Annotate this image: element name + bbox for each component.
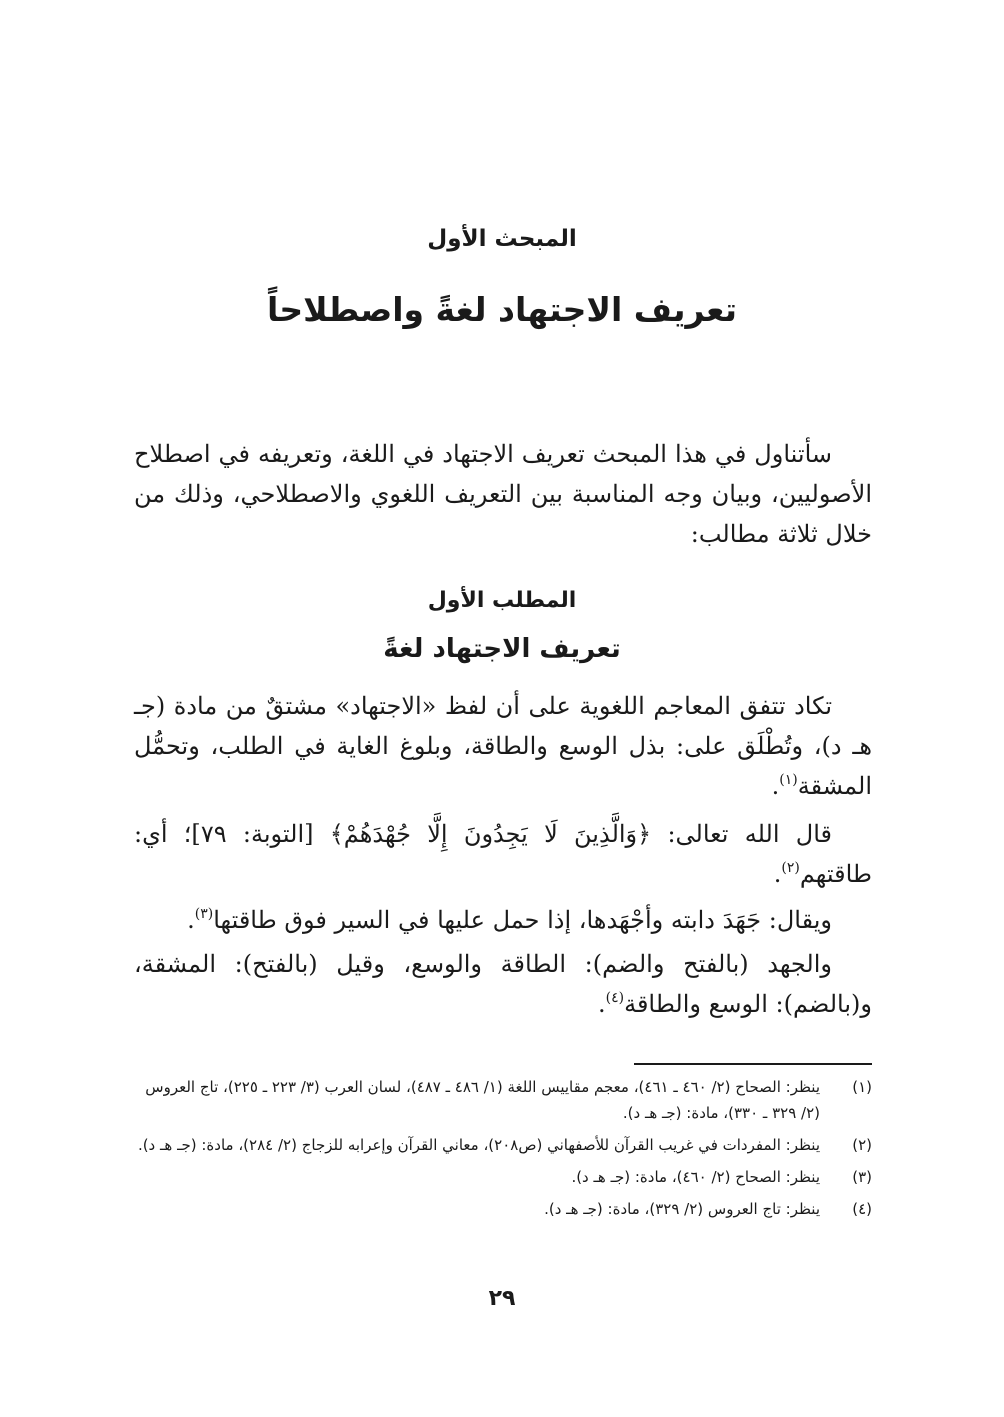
subsection-title: تعريف الاجتهاد لغةً	[383, 634, 621, 664]
sentence-end-4: .	[597, 990, 606, 1018]
section-label: المبحث الأول	[427, 226, 577, 252]
body-paragraph-2	[134, 814, 872, 894]
footnote-item	[132, 1132, 872, 1158]
sentence-end-1: .	[771, 772, 780, 800]
body-paragraph-4	[134, 944, 872, 1024]
body-text-4: والجهد (بالفتح والضم): الطاقة والوسع، وقيل (بالفتح): المشقة، و(بالضم): الوسع والطاقة	[134, 950, 872, 1018]
intro-text: سأتناول في هذا المبحث تعريف الاجتهاد في اللغة، وتعريفه في اصطلاح الأصوليين، وبيان وجه المناسبة بين التعريف اللغوي والاصطلاحي، وذلك من خلال ثلاثة مطالب:	[134, 440, 872, 548]
footnote-item	[132, 1196, 872, 1222]
section-title: تعريف الاجتهاد لغةً واصطلاحاً	[266, 290, 738, 329]
footnote-ref-1[interactable]: (١)	[779, 772, 798, 788]
body-text-1: تكاد تتفق المعاجم اللغوية على أن لفظ «الاجتهاد» مشتقٌ من مادة (جـ هـ د)، وتُطْلَق على: بذل الوسع والطاقة، وبلوغ الغاية في الطلب، وتحمُّل المشقة	[134, 692, 873, 800]
intro-paragraph	[134, 434, 872, 554]
body-text-2: قال الله تعالى: ﴿وَالَّذِينَ لَا يَجِدُونَ إِلَّا جُهْدَهُمْ﴾ [التوبة: ٧٩]؛ أي: طاقتهم	[134, 820, 872, 888]
sentence-end-3: .	[187, 906, 195, 934]
footnote-text: ينظر: تاج العروس (٢/ ٣٢٩)، مادة: (جـ هـ د).	[544, 1200, 820, 1218]
footnote-ref-3[interactable]: (٣)	[194, 906, 214, 922]
footnote-ref-4[interactable]: (٤)	[605, 990, 625, 1006]
subsection-label: المطلب الأول	[427, 588, 577, 613]
footnote-number: (٣)	[852, 1168, 872, 1186]
footnote-text: ينظر: الصحاح (٢/ ٤٦٠)، مادة: (جـ هـ د).	[571, 1168, 820, 1186]
footnote-number: (٢)	[852, 1136, 872, 1154]
footnote-text: ينظر: الصحاح (٢/ ٤٦٠ ـ ٤٦١)، معجم مقاييس اللغة (١/ ٤٨٦ ـ ٤٨٧)، لسان العرب (٣/ ٢٢٣ ـ ٢٢٥)، تاج العروس (٢/ ٣٢٩ ـ ٣٣٠)، مادة: (جـ هـ د).	[145, 1078, 820, 1122]
body-paragraph-1	[134, 686, 872, 806]
page-number: ٢٩	[488, 1286, 516, 1311]
footnote-number: (٤)	[852, 1200, 872, 1218]
footnote-separator	[634, 1063, 872, 1065]
body-paragraph-3	[134, 900, 872, 940]
footnote-item	[132, 1074, 872, 1126]
body-text-3: ويقال: جَهَدَ دابته وأجْهَدها، إذا حمل عليها في السير فوق طاقتها	[213, 906, 832, 934]
footnote-ref-2[interactable]: (٢)	[781, 860, 800, 876]
sentence-end-2: .	[773, 860, 782, 888]
footnote-number: (١)	[852, 1078, 872, 1096]
footnotes	[132, 1074, 872, 1228]
footnote-text: ينظر: المفردات في غريب القرآن للأصفهاني (ص٢٠٨)، معاني القرآن وإعرابه للزجاج (٢/ ٢٨٤)، مادة: (جـ هـ د).	[137, 1136, 820, 1154]
footnote-item	[132, 1164, 872, 1190]
